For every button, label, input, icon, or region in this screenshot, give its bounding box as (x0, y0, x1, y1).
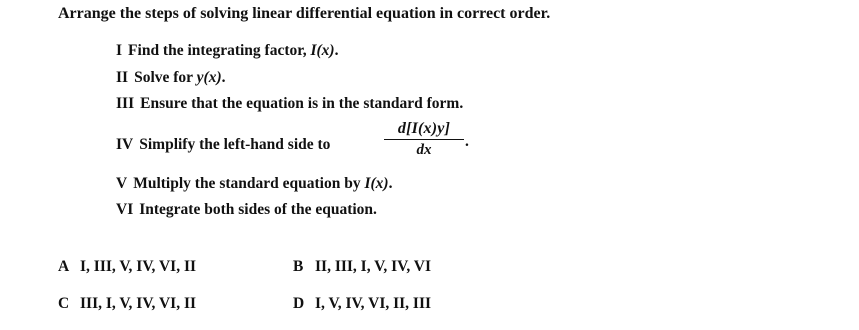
step-number: IV (116, 136, 134, 153)
step-iii (116, 95, 463, 113)
step-text (133, 175, 392, 193)
question-text: Arrange the steps of solving linear differential equation in correct order. (58, 5, 551, 22)
step-text-part: Find the integrating factor, (128, 42, 311, 59)
option-b[interactable] (293, 258, 431, 276)
fraction-period: . (465, 133, 469, 150)
math-expression: y(x) (196, 69, 222, 86)
fraction-bar (384, 139, 464, 140)
step-text (140, 95, 463, 113)
step-iv (116, 136, 330, 154)
math-expression: I(x) (310, 42, 335, 59)
step-number: III (116, 95, 135, 112)
step-text-part: Ensure that the equation is in the standard form. (140, 95, 464, 112)
step-number: II (116, 69, 129, 86)
step-text-part: . (334, 42, 339, 59)
step-text (134, 69, 225, 87)
step-number: V (116, 175, 128, 192)
math-expression: I(x) (364, 175, 389, 192)
step-i (116, 42, 338, 60)
option-c[interactable] (58, 295, 196, 313)
option-text: I, V, IV, VI, II, III (315, 295, 432, 312)
step-text (128, 42, 338, 60)
option-d[interactable] (293, 295, 431, 313)
step-ii (116, 69, 225, 87)
option-text: II, III, I, V, IV, VI (315, 258, 432, 275)
derivative-fraction (384, 120, 464, 159)
step-text-part: Solve for (134, 69, 197, 86)
option-text: III, I, V, IV, VI, II (80, 295, 197, 312)
step-vi (116, 201, 377, 219)
step-text-part: . (388, 175, 393, 192)
option-letter: A (58, 258, 70, 275)
option-text: I, III, V, IV, VI, II (80, 258, 197, 275)
option-letter: B (293, 258, 304, 275)
step-text (139, 201, 377, 219)
step-text-part: Simplify the left-hand side to (139, 136, 331, 153)
step-number: I (116, 42, 123, 59)
step-text (139, 136, 330, 154)
option-a[interactable] (58, 258, 196, 276)
step-number: VI (116, 201, 134, 218)
step-text-part: . (221, 69, 226, 86)
step-v (116, 175, 392, 193)
option-letter: C (58, 295, 70, 312)
fraction-numerator: d[I(x)y] (397, 120, 451, 137)
step-text-part: Integrate both sides of the equation. (139, 201, 377, 218)
option-letter: D (293, 295, 305, 312)
fraction-denominator: dx (416, 142, 432, 159)
step-text-part: Multiply the standard equation by (133, 175, 365, 192)
